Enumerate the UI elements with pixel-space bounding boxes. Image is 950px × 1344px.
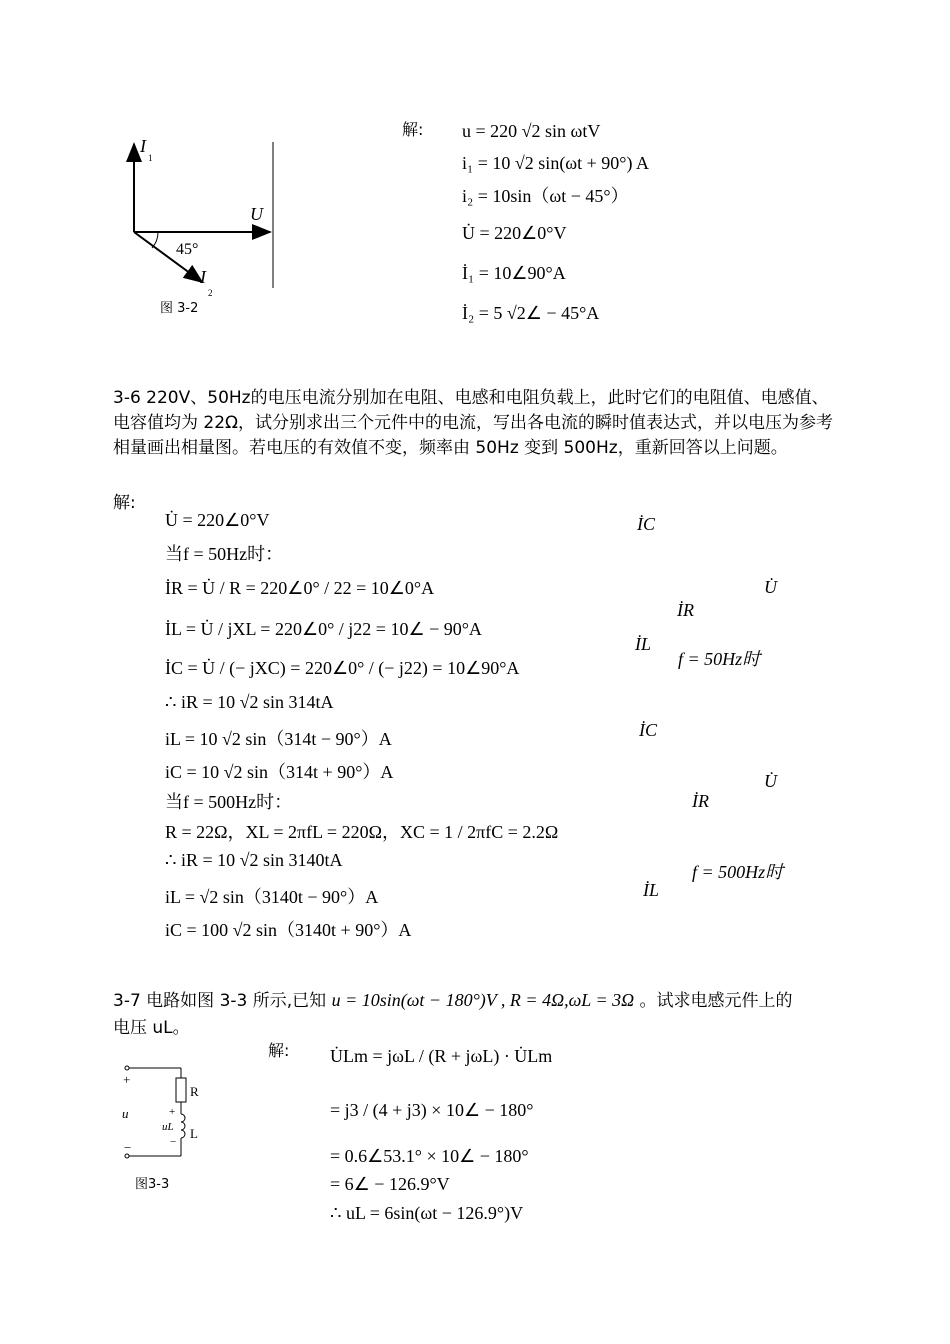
fig-label-i1: I [140, 136, 146, 156]
circuit-ul: uL [162, 1121, 174, 1133]
circuit-plus-top: + [123, 1072, 131, 1087]
problem-3-7 [113, 986, 793, 1011]
equation: İC = U̇ / (− jXC) = 220∠0° / (− j22) = 10∠90°A [165, 658, 520, 678]
problem-3-7-end: 。试求电感元件上的 [634, 991, 793, 1011]
problem-3-6: 3-6 220V、50Hz的电压电流分别加在电阻、电感和电阻负载上，此时它们的电阻值、电感值、电容值均为 22Ω，试分别求出三个元件中的电流，写出各电流的瞬时值表达式，并以电压为参考相量画出相量图。若电压的有效值不变，频率由 50Hz 变到 500Hz，重新回答以上问题。 [113, 388, 834, 458]
circuit-minus-mid: − [170, 1136, 177, 1148]
equation: ∴ iR = 10 √2 sin 314tA [165, 692, 334, 712]
circuit-l: L [190, 1126, 198, 1141]
problem-3-7-line2: 电压 uL。 [113, 1018, 190, 1038]
circuit-minus-bottom: − [124, 1140, 132, 1155]
equation: ∴ iR = 10 √2 sin 3140tA [165, 850, 343, 870]
fig-label-i2: I [200, 267, 206, 287]
equation: R = 22Ω，XL = 2πfL = 220Ω，XC = 1 / 2πfC = 2.2Ω [165, 822, 559, 842]
equation: iL = √2 sin（3140t − 90°）A [165, 887, 379, 907]
circuit-u: u [122, 1106, 129, 1121]
figure-caption-3-2: 图 3-2 [160, 301, 199, 316]
equation: = 0.6∠53.1° × 10∠ − 180° [330, 1146, 529, 1166]
problem-3-7-given: u = 10sin(ωt − 180°)V , R = 4Ω,ωL = 3Ω [331, 990, 635, 1010]
fig-label-i1-sub: 1 [148, 153, 153, 163]
fig-label-i2-sub: 2 [208, 288, 213, 298]
equation: U̇Lm = jωL / (R + jωL) · U̇Lm [330, 1046, 553, 1066]
equation: U̇ = 220∠0°V [165, 510, 270, 530]
figure-caption-3-3: 图3-3 [135, 1177, 170, 1192]
fig-label-u: U [250, 204, 263, 224]
equation: iL = 10 √2 sin（314t − 90°）A [165, 729, 392, 749]
circuit-plus-mid: + [169, 1106, 176, 1118]
phasor-label-il: İL [643, 880, 660, 900]
fig-label-angle: 45° [176, 241, 199, 258]
equation: i₂ = 10sin（ωt − 45°） [462, 186, 629, 206]
problem-3-7-start: 3-7 电路如图 3-3 所示,已知 [113, 991, 332, 1011]
terminal-top [125, 1066, 129, 1070]
equation: = 6∠ − 126.9°V [330, 1174, 450, 1194]
circuit-r: R [190, 1084, 199, 1099]
equation: İ₁ = 10∠90°A [462, 263, 566, 283]
inductor-symbol [181, 1114, 185, 1138]
phasor-label-ic: İC [637, 514, 655, 534]
equation: u = 220 √2 sin ωtV [462, 121, 601, 141]
condition-50hz: 当f = 50Hz时： [165, 544, 284, 564]
phasor-label-ic: İC [639, 720, 657, 740]
condition-500hz: 当f = 500Hz时： [165, 792, 293, 812]
phasor-label-ir: İR [692, 791, 709, 811]
equation: iC = 10 √2 sin（314t + 90°）A [165, 762, 394, 782]
phasor-caption-500hz: f = 500Hz时 [692, 862, 784, 882]
phasor-label-u: U̇ [764, 771, 777, 791]
phasor-caption-50hz: f = 50Hz时 [678, 649, 761, 669]
equation: İ₂ = 5 √2∠ − 45°A [462, 303, 600, 323]
phasor-diagram-3-2 [110, 130, 290, 320]
equation: = j3 / (4 + j3) × 10∠ − 180° [330, 1100, 534, 1120]
phasor-label-u: U̇ [764, 577, 777, 597]
phasor-label-ir: İR [677, 600, 694, 620]
solution-label: 解: [268, 1041, 290, 1060]
resistor-symbol [176, 1078, 186, 1102]
equation: İR = U̇ / R = 220∠0° / 22 = 10∠0°A [165, 578, 435, 598]
circuit-diagram-3-3 [115, 1058, 215, 1168]
phasor-label-il: İL [635, 634, 652, 654]
equation: U̇ = 220∠0°V [462, 223, 567, 243]
equation: iC = 100 √2 sin（3140t + 90°）A [165, 920, 412, 940]
equation: İL = U̇ / jXL = 220∠0° / j22 = 10∠ − 90°A [165, 619, 482, 639]
solution-label: 解: [402, 120, 424, 139]
solution-label: 解: [113, 493, 136, 513]
equation: i₁ = 10 √2 sin(ωt + 90°) A [462, 153, 650, 173]
equation: ∴ uL = 6sin(ωt − 126.9°)V [330, 1203, 524, 1223]
